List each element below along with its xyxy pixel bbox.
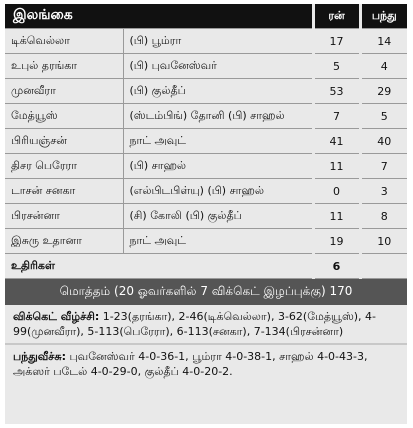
bowling-label: பந்துவீச்சு: <box>13 350 66 363</box>
extras-value: 6 <box>313 254 360 279</box>
balls-cell: 14 <box>360 29 407 54</box>
balls-cell: 40 <box>360 129 407 154</box>
table-row <box>5 129 407 154</box>
dismissal: (எல்பிடபிள்யு) (பி) சாஹல் <box>123 179 313 204</box>
batsman-name: டிக்வெல்லா <box>5 29 123 54</box>
extras-label: உதிரிகள் <box>5 254 313 279</box>
batsman-name: இசுரு உதானா <box>5 229 123 254</box>
dismissal: (பி) பூம்ரா <box>123 29 313 54</box>
batsman-name: டாசன் சனகா <box>5 179 123 204</box>
balls-cell: 8 <box>360 204 407 229</box>
dismissal: நாட் அவுட் <box>123 129 313 154</box>
table-row <box>5 229 407 254</box>
extras-row <box>5 254 407 279</box>
runs-cell: 17 <box>313 29 360 54</box>
balls-cell: 5 <box>360 104 407 129</box>
scorecard <box>5 4 407 424</box>
dismissal: (பி) சாஹல் <box>123 154 313 179</box>
runs-cell: 0 <box>313 179 360 204</box>
table-row <box>5 104 407 129</box>
balls-cell: 4 <box>360 54 407 79</box>
table-header <box>5 4 407 29</box>
dismissal: (பி) புவனேஸ்வர் <box>123 54 313 79</box>
dismissal: (ஸ்டம்பிங்) தோனி (பி) சாஹல் <box>123 104 313 129</box>
balls-column-header: பந்து <box>360 4 407 29</box>
bowling-text: புவனேஸ்வர் 4-0-36-1, பூம்ரா 4-0-38-1, சாஹல் 4-0-43-3, அக்ஸர் படேல் 4-0-29-0, குல்தீப் 4-0-20-2. <box>13 350 368 378</box>
dismissal: (சி) கோலி (பி) குல்தீப் <box>123 204 313 229</box>
balls-cell: 7 <box>360 154 407 179</box>
fall-of-wickets-label: விக்கெட் வீழ்ச்சி: <box>13 310 100 323</box>
balls-cell: 3 <box>360 179 407 204</box>
fall-of-wickets-text: 1-23(தரங்கா), 2-46(டிக்வெல்லா), 3-62(மேத்யூஸ்), 4-99(முனவீரா), 5-113(பெரேரா), 6-113(சனகா), 7-134(பிரசன்னா) <box>13 310 377 338</box>
runs-cell: 53 <box>313 79 360 104</box>
dismissal: (பி) குல்தீப் <box>123 79 313 104</box>
table-row <box>5 54 407 79</box>
team-name: இலங்கை <box>5 4 123 29</box>
batsman-name: முனவீரா <box>5 79 123 104</box>
runs-cell: 11 <box>313 154 360 179</box>
runs-cell: 19 <box>313 229 360 254</box>
table-row <box>5 154 407 179</box>
batsman-name: பிரசன்னா <box>5 204 123 229</box>
dismissal: நாட் அவுட் <box>123 229 313 254</box>
batsman-name: மேத்யூஸ் <box>5 104 123 129</box>
total-text: மொத்தம் (20 ஓவர்களில் 7 விக்கெட் இழப்புக்கு) 170 <box>59 284 353 298</box>
table-row <box>5 29 407 54</box>
table-row <box>5 179 407 204</box>
total-bar <box>5 279 407 305</box>
extras-spacer <box>360 254 407 279</box>
runs-cell: 11 <box>313 204 360 229</box>
batting-table <box>5 4 407 279</box>
batsman-name: பிரியஞ்சன் <box>5 129 123 154</box>
runs-cell: 41 <box>313 129 360 154</box>
batsman-name: திசர பெரேரா <box>5 154 123 179</box>
balls-cell: 10 <box>360 229 407 254</box>
header-spacer <box>123 4 313 29</box>
balls-cell: 29 <box>360 79 407 104</box>
runs-cell: 5 <box>313 54 360 79</box>
runs-column-header: ரன் <box>313 4 360 29</box>
bowling-figures <box>5 345 407 383</box>
table-row <box>5 204 407 229</box>
fall-of-wickets <box>5 305 407 345</box>
runs-cell: 7 <box>313 104 360 129</box>
table-row <box>5 79 407 104</box>
batsman-name: உபுல் தரங்கா <box>5 54 123 79</box>
